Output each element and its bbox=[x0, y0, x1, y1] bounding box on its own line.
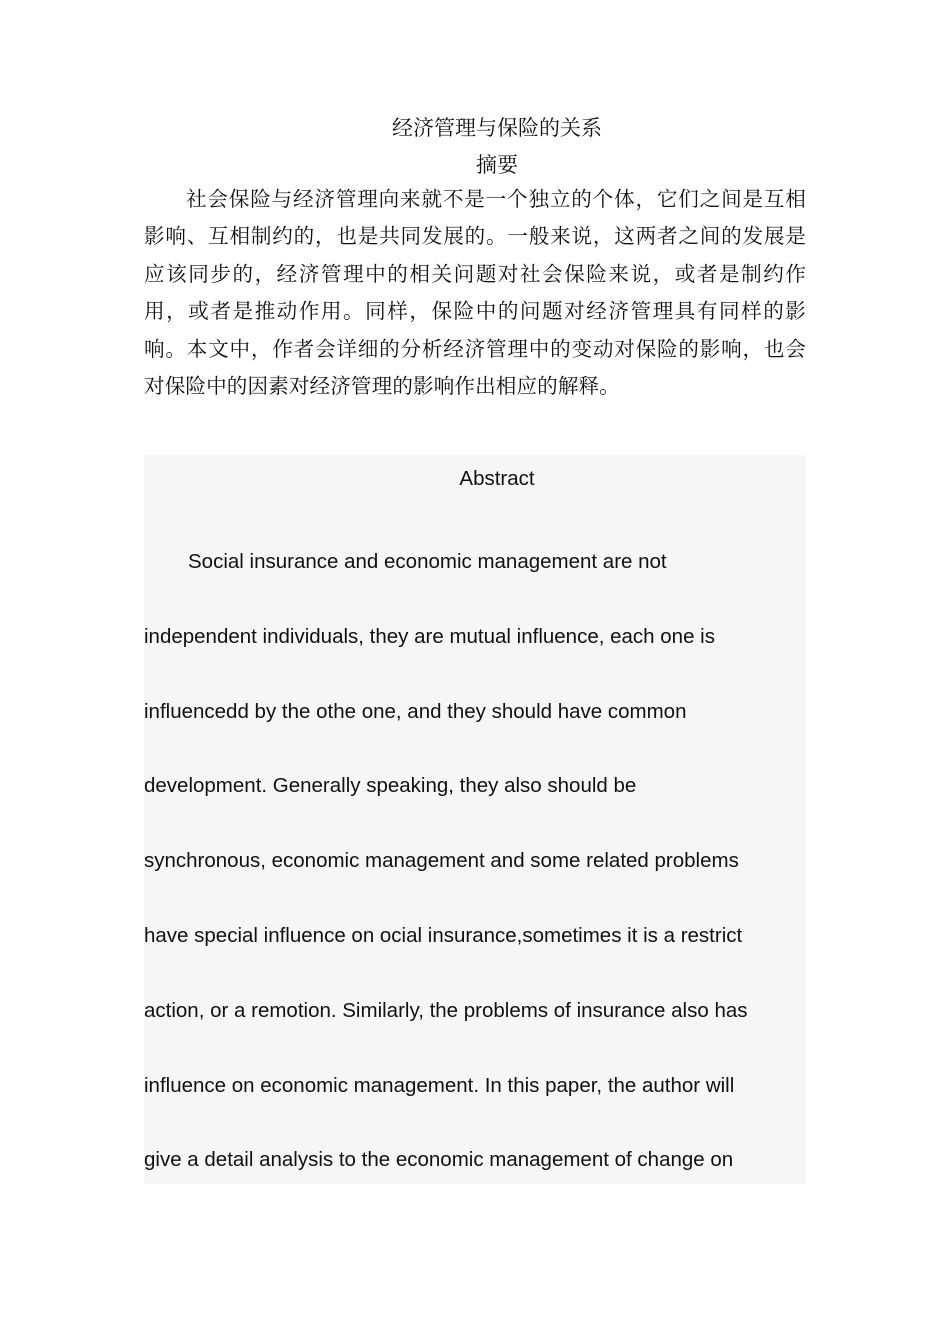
abstract-heading-cn: 摘要 bbox=[476, 153, 518, 177]
abstract-en-line-text: Social insurance and economic management are not bbox=[188, 550, 667, 573]
abstract-en-line-text: have special influence on ocial insurance,sometimes it is a restrict bbox=[144, 923, 743, 947]
english-abstract-section bbox=[144, 455, 806, 1184]
abstract-en-line bbox=[144, 1143, 824, 1218]
abstract-body-cn: 社会保险与经济管理向来就不是一个独立的个体，它们之间是互相影响、互相制约的，也是共同发展的。一般来说，这两者之间的发展是应该同步的，经济管理中的相关问题对社会保险来说，或者是制约作用，或者是推动作用。同样，保险中的问题对经济管理具有同样的影响。本文中，作者会详细的分析经济管理中的变动对保险的影响，也会对保险中的因素对经济管理的影响作出相应的解释。 bbox=[144, 187, 806, 399]
abstract-en-line-text: development. Generally speaking, they also should be bbox=[144, 774, 637, 798]
abstract-en-line-text: independent individuals, they are mutual influence, each one is bbox=[144, 624, 715, 648]
abstract-heading-en: Abstract bbox=[459, 467, 535, 490]
document-title: 经济管理与保险的关系 bbox=[392, 116, 602, 140]
abstract-en-line-text: influencedd by the othe one, and they should have common bbox=[144, 699, 687, 723]
abstract-en-line-text: influence on economic management. In this paper, the author will bbox=[144, 1073, 735, 1097]
abstract-en-line-text: give a detail analysis to the economic management of change on bbox=[144, 1148, 734, 1172]
abstract-en-line-text: action, or a remotion. Similarly, the problems of insurance also has bbox=[144, 998, 748, 1022]
abstract-en-line-text: synchronous, economic management and some related problems bbox=[144, 849, 739, 873]
abstract-body-en bbox=[144, 545, 824, 1218]
